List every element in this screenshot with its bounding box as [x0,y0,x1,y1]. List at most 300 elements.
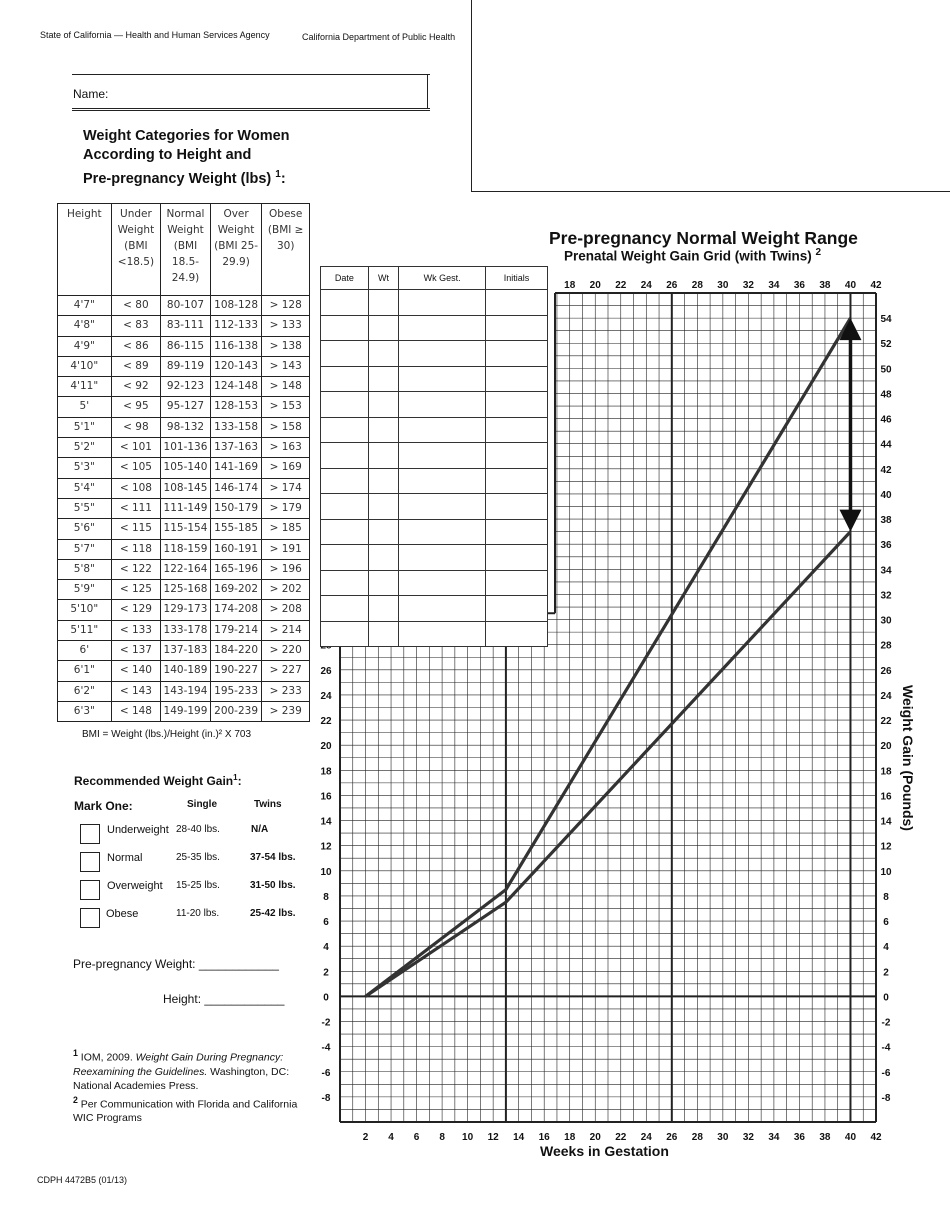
table-cell: 160-191 [210,539,262,559]
y-tick-label-right: 52 [880,339,892,351]
log-cell[interactable] [368,570,398,596]
table-cell: > 133 [262,316,310,336]
table-cell: 184-220 [210,641,262,661]
table-cell: 4'11" [58,377,112,397]
table-cell: 112-133 [210,316,262,336]
table-cell: < 143 [111,681,161,701]
table-cell: 83-111 [161,316,211,336]
table-cell: 165-196 [210,559,262,579]
twins-gain-value: 37-54 lbs. [250,852,296,863]
y-tick-label-left: 6 [323,917,329,929]
log-table-header: Initials [486,267,548,290]
twins-gain-value: N/A [251,824,269,835]
x-tick-label: 10 [462,1132,474,1143]
log-cell[interactable] [321,341,369,367]
table-cell: 155-185 [210,519,262,539]
log-row [321,519,548,545]
log-row [321,570,548,596]
log-row [321,545,548,571]
table-cell: > 202 [262,580,310,600]
y-tick-label-left: -8 [321,1092,331,1104]
table-cell: 108-145 [161,478,211,498]
bmi-formula: BMI = Weight (lbs.)/Height (in.)² X 703 [82,729,252,740]
y-tick-label-right: 4 [883,942,889,954]
log-cell[interactable] [399,545,486,571]
log-row [321,341,548,367]
table-cell: > 128 [262,296,310,316]
x-tick-label: 16 [538,1132,550,1143]
table-cell: 80-107 [161,296,211,316]
table-cell: < 101 [111,438,161,458]
y-tick-label-right: 50 [880,364,892,376]
footnote-2: $^2$ Per Communication with Florida and California WIC Programs [73,1094,298,1124]
table-cell: < 83 [111,316,161,336]
table-cell: > 220 [262,641,310,661]
y-tick-label-right: 18 [880,766,892,778]
table-cell: 129-173 [161,600,211,620]
table-cell: < 125 [111,580,161,600]
table-cell: 128-153 [210,397,262,417]
x-tick-label-top: 26 [666,280,678,291]
log-row [321,290,548,316]
table-cell: > 174 [262,478,310,498]
table-cell: > 214 [262,620,310,640]
table-cell: 200-239 [210,701,262,721]
y-tick-label-right: 48 [880,389,892,401]
y-tick-label-right: -8 [881,1092,891,1104]
log-cell[interactable] [399,596,486,622]
log-row [321,443,548,469]
table-cell: 4'9" [58,336,112,356]
log-cell[interactable] [368,468,398,494]
table-cell: 5'7" [58,539,112,559]
log-cell[interactable] [368,417,398,443]
weight-log-table[interactable] [320,266,548,647]
table-cell: > 208 [262,600,310,620]
prepregnancy-weight-field[interactable]: Pre-pregnancy Weight: ____________ [73,957,279,971]
log-cell[interactable] [399,468,486,494]
log-cell[interactable] [368,519,398,545]
table-cell: > 191 [262,539,310,559]
single-column-header: Single [187,799,218,810]
table-cell: 86-115 [161,336,211,356]
log-cell[interactable] [486,519,548,545]
table-cell: < 115 [111,519,161,539]
table-cell: < 122 [111,559,161,579]
log-cell[interactable] [486,392,548,418]
x-tick-label: 32 [742,1132,754,1143]
table-cell: > 196 [262,559,310,579]
x-tick-label: 24 [640,1132,652,1143]
y-tick-label-right: 42 [880,464,892,476]
x-tick-label-top: 32 [742,280,754,291]
y-tick-label-left: 10 [320,866,332,878]
table-cell: > 153 [262,397,310,417]
log-cell[interactable] [399,315,486,341]
table-cell: 5'10" [58,600,112,620]
table-cell: 4'8" [58,316,112,336]
log-cell[interactable] [321,519,369,545]
footnote-1: $^1$ IOM, 2009. Weight Gain During Pregnancy: Reexamining the Guidelines. Washington, DC: National Academies Press. [73,1048,290,1092]
y-tick-label-left: 24 [320,690,332,702]
table-cell: 4'10" [58,356,112,376]
y-tick-label-right: 30 [880,615,892,627]
table-cell: 143-194 [161,681,211,701]
log-cell[interactable] [368,315,398,341]
y-tick-label-left: 8 [323,891,329,903]
log-cell[interactable] [368,545,398,571]
log-cell[interactable] [321,570,369,596]
y-tick-label-right: 10 [880,866,892,878]
y-tick-label-left: 26 [320,665,332,677]
agency-label: State of California — Health and Human Services Agency [40,30,270,40]
table-cell: 95-127 [161,397,211,417]
table-cell: 140-189 [161,661,211,681]
single-gain-value: 28-40 lbs. [176,824,220,835]
log-cell[interactable] [368,621,398,647]
table-cell: 195-233 [210,681,262,701]
log-cell[interactable] [486,341,548,367]
y-tick-label-right: 26 [880,665,892,677]
log-cell[interactable] [399,519,486,545]
y-tick-label-right: 24 [880,690,892,702]
y-tick-label-right: 20 [880,741,892,753]
table-cell: 122-164 [161,559,211,579]
x-tick-label-top: 34 [768,280,780,291]
log-cell[interactable] [486,494,548,520]
log-cell[interactable] [368,596,398,622]
weight-table-header: Height [58,204,112,296]
x-tick-label-top: 40 [844,280,857,291]
x-tick-label: 36 [793,1132,805,1143]
log-cell[interactable] [486,315,548,341]
table-cell: 120-143 [210,356,262,376]
x-tick-label-top: 20 [589,280,601,291]
twins-column-header: Twins [254,799,282,810]
log-cell[interactable] [486,468,548,494]
table-cell: < 86 [111,336,161,356]
table-cell: > 179 [262,498,310,518]
table-cell: < 80 [111,296,161,316]
y-tick-label-right: 14 [880,816,892,828]
table-cell: 137-183 [161,641,211,661]
x-tick-label: 30 [717,1132,729,1143]
x-tick-label: 22 [615,1132,627,1143]
table-cell: 5'5" [58,498,112,518]
table-cell: > 169 [262,458,310,478]
table-cell: 6'3" [58,701,112,721]
x-tick-label: 6 [413,1132,420,1143]
log-row [321,621,548,647]
y-tick-label-right: 40 [880,489,892,501]
log-cell[interactable] [321,417,369,443]
table-cell: 137-163 [210,438,262,458]
table-cell: 133-158 [210,417,262,437]
log-cell[interactable] [321,392,369,418]
table-cell: 149-199 [161,701,211,721]
x-tick-label-top: 38 [819,280,831,291]
table-cell: 6'2" [58,681,112,701]
y-tick-label-left: -4 [321,1042,331,1054]
y-tick-label-right: 54 [880,314,892,326]
table-cell: > 148 [262,377,310,397]
y-tick-label-left: 0 [323,992,329,1004]
single-gain-value: 11-20 lbs. [176,908,220,919]
table-cell: < 111 [111,498,161,518]
log-cell[interactable] [399,290,486,316]
y-tick-label-left: 12 [320,841,332,853]
x-tick-label: 28 [691,1132,703,1143]
table-cell: > 143 [262,356,310,376]
y-tick-label-right: 46 [880,414,892,426]
table-cell: < 140 [111,661,161,681]
y-tick-label-right: 22 [880,716,892,728]
chart-title: Pre-pregnancy Normal Weight Range [549,228,858,248]
table-cell: 6' [58,641,112,661]
log-cell[interactable] [399,443,486,469]
log-row [321,494,548,520]
table-cell: 125-168 [161,580,211,600]
y-tick-label-left: 18 [320,766,332,778]
y-axis-label: Weight Gain (Pounds) [900,685,916,831]
y-tick-label-right: 2 [883,967,889,979]
x-tick-label: 4 [388,1132,394,1143]
table-cell: 89-119 [161,356,211,376]
log-cell[interactable] [399,341,486,367]
x-tick-label: 18 [564,1132,576,1143]
x-tick-label: 26 [666,1132,678,1143]
x-tick-label-top: 36 [793,280,805,291]
x-tick-label: 38 [819,1132,831,1143]
table-cell: 108-128 [210,296,262,316]
table-cell: 179-214 [210,620,262,640]
table-cell: 92-123 [161,377,211,397]
category-label: Overweight [107,880,163,892]
log-cell[interactable] [486,545,548,571]
table-cell: 5'6" [58,519,112,539]
single-gain-value: 25-35 lbs. [176,852,220,863]
x-tick-label: 40 [844,1132,857,1143]
table-cell: 133-178 [161,620,211,640]
log-cell[interactable] [368,366,398,392]
log-row [321,366,548,392]
table-cell: 141-169 [210,458,262,478]
x-tick-label-top: 30 [717,280,729,291]
y-tick-label-right: 8 [883,891,889,903]
table-cell: < 118 [111,539,161,559]
y-tick-label-left: -6 [321,1067,331,1079]
table-cell: 116-138 [210,336,262,356]
table-cell: > 227 [262,661,310,681]
y-tick-label-right: 16 [880,791,892,803]
log-cell[interactable] [321,545,369,571]
table-cell: 124-148 [210,377,262,397]
log-cell[interactable] [368,392,398,418]
table-cell: > 185 [262,519,310,539]
log-row [321,468,548,494]
log-cell[interactable] [486,443,548,469]
log-row [321,417,548,443]
x-tick-label: 14 [513,1132,525,1143]
log-cell[interactable] [486,570,548,596]
log-cell[interactable] [321,494,369,520]
table-cell: 5'3" [58,458,112,478]
log-cell[interactable] [321,366,369,392]
log-table-header: Wt [368,267,398,290]
mark-one-label: Mark One: [74,799,133,813]
y-tick-label-right: 36 [880,540,892,552]
table-cell: < 129 [111,600,161,620]
log-cell[interactable] [399,417,486,443]
recommended-gain-title: Recommended Weight Gain$^1$: [74,773,242,788]
table-cell: > 158 [262,417,310,437]
log-cell[interactable] [321,443,369,469]
x-tick-label: 12 [487,1132,499,1143]
y-tick-label-right: 0 [883,992,889,1004]
weight-categories-title: Weight Categories for Women According to Height and Pre-pregnancy Weight (lbs) $^1$: [83,128,290,187]
table-cell: 5'9" [58,580,112,600]
x-tick-label-top: 42 [870,280,882,291]
table-cell: 118-159 [161,539,211,559]
weight-table-header: Obese (BMI ≥ 30) [262,204,310,296]
table-cell: 150-179 [210,498,262,518]
table-cell: < 92 [111,377,161,397]
table-cell: 5'1" [58,417,112,437]
log-row [321,596,548,622]
log-row [321,315,548,341]
log-cell[interactable] [486,621,548,647]
table-cell: > 239 [262,701,310,721]
category-label: Normal [107,852,143,864]
x-tick-label: 34 [768,1132,780,1143]
table-cell: 111-149 [161,498,211,518]
weight-table-header: Under Weight (BMI <18.5) [111,204,161,296]
table-cell: 174-208 [210,600,262,620]
y-tick-label-right: 44 [880,439,892,451]
department-label: California Department of Public Health [302,32,456,42]
table-cell: 146-174 [210,478,262,498]
category-label: Obese [106,908,139,920]
log-cell[interactable] [321,468,369,494]
weight-table-header: Normal Weight (BMI 18.5-24.9) [161,204,211,296]
table-cell: > 233 [262,681,310,701]
table-cell: 5'4" [58,478,112,498]
x-tick-label: 2 [362,1132,369,1143]
log-cell[interactable] [368,341,398,367]
y-tick-label-right: -4 [881,1042,891,1054]
log-cell[interactable] [368,443,398,469]
log-cell[interactable] [486,417,548,443]
table-cell: 6'1" [58,661,112,681]
category-label: Underweight [107,824,169,836]
log-cell[interactable] [486,366,548,392]
x-tick-label-top: 24 [640,280,652,291]
table-cell: > 138 [262,336,310,356]
table-cell: 190-227 [210,661,262,681]
x-tick-label-top: 22 [615,280,627,291]
log-cell[interactable] [321,290,369,316]
table-cell: 5' [58,397,112,417]
range-arrow-head-down [839,510,861,532]
chart-subtitle: Prenatal Weight Gain Grid (with Twins) $^2$ [564,247,822,264]
table-cell: < 133 [111,620,161,640]
table-cell: < 108 [111,478,161,498]
y-tick-label-right: 32 [880,590,892,602]
y-tick-label-right: 38 [880,515,892,527]
log-cell[interactable] [399,570,486,596]
log-cell[interactable] [321,315,369,341]
log-cell[interactable] [399,621,486,647]
x-tick-label: 20 [589,1132,601,1143]
y-tick-label-left: 20 [320,741,332,753]
y-tick-label-left: -2 [321,1017,331,1029]
y-tick-label-right: 28 [880,640,892,652]
log-cell[interactable] [486,290,548,316]
twins-gain-value: 31-50 lbs. [250,880,296,891]
log-table-header: Wk Gest. [399,267,486,290]
x-tick-label: 8 [439,1132,445,1143]
log-cell[interactable] [368,290,398,316]
form-id: CDPH 4472B5 (01/13) [37,1175,128,1185]
log-table-header: Date [321,267,369,290]
table-cell: 5'8" [58,559,112,579]
table-cell: 169-202 [210,580,262,600]
x-tick-label-top: 18 [564,280,576,291]
table-cell: 5'11" [58,620,112,640]
table-cell: 101-136 [161,438,211,458]
table-cell: < 148 [111,701,161,721]
y-tick-label-right: 12 [880,841,892,853]
table-cell: < 89 [111,356,161,376]
log-cell[interactable] [399,366,486,392]
table-cell: > 163 [262,438,310,458]
y-tick-label-right: 34 [880,565,892,577]
table-cell: < 95 [111,397,161,417]
table-cell: < 105 [111,458,161,478]
table-cell: < 98 [111,417,161,437]
x-tick-label: 42 [870,1132,882,1143]
table-cell: 98-132 [161,417,211,437]
weight-table-header: Over Weight (BMI 25-29.9) [210,204,262,296]
table-cell: 4'7" [58,296,112,316]
log-cell[interactable] [321,621,369,647]
y-tick-label-left: 14 [320,816,332,828]
log-cell[interactable] [368,494,398,520]
table-cell: 105-140 [161,458,211,478]
y-tick-label-left: 2 [323,967,329,979]
log-cell[interactable] [321,596,369,622]
log-row [321,392,548,418]
table-cell: 115-154 [161,519,211,539]
x-tick-label-top: 28 [691,280,703,291]
y-tick-label-right: 6 [883,917,889,929]
height-field[interactable]: Height: ____________ [163,992,285,1006]
log-cell[interactable] [399,392,486,418]
x-axis-label: Weeks in Gestation [540,1143,669,1159]
log-cell[interactable] [399,494,486,520]
name-label: Name: [73,87,109,101]
y-tick-label-left: 22 [320,716,332,728]
table-cell: < 137 [111,641,161,661]
y-tick-label-left: 4 [323,942,329,954]
y-tick-label-left: 16 [320,791,332,803]
table-cell: 5'2" [58,438,112,458]
single-gain-value: 15-25 lbs. [176,880,220,891]
y-tick-label-right: -2 [881,1017,891,1029]
log-cell[interactable] [486,596,548,622]
twins-gain-value: 25-42 lbs. [250,908,296,919]
y-tick-label-right: -6 [881,1067,891,1079]
